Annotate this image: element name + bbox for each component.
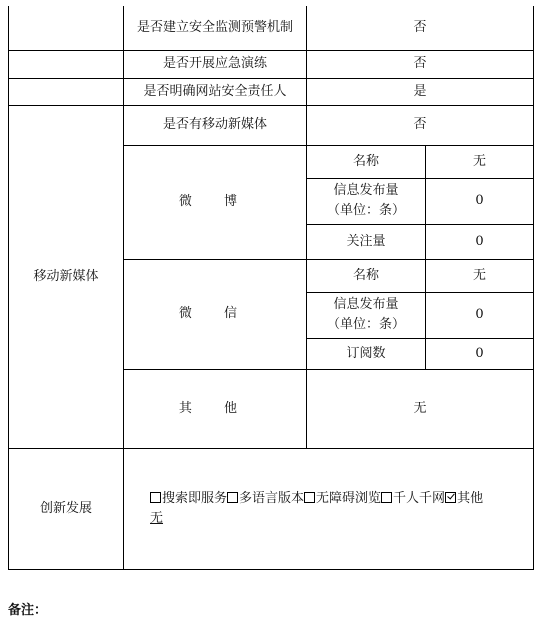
question-cell: 是否明确网站安全责任人 bbox=[124, 78, 307, 105]
field-value: 0 bbox=[426, 338, 534, 369]
table-row bbox=[9, 448, 534, 569]
field-value: 无 bbox=[426, 145, 534, 178]
table-row bbox=[9, 105, 534, 145]
blank-cell bbox=[9, 6, 124, 50]
checkbox-personalized[interactable] bbox=[381, 492, 392, 503]
blank-cell bbox=[9, 50, 124, 78]
question-cell: 是否开展应急演练 bbox=[124, 50, 307, 78]
checkbox-other[interactable] bbox=[445, 492, 456, 503]
publish-label-line1: 信息发布量 bbox=[333, 297, 399, 312]
table-row bbox=[9, 78, 534, 105]
field-label: 名称 bbox=[307, 145, 426, 178]
checkbox-accessibility[interactable] bbox=[304, 492, 315, 503]
innovation-options bbox=[124, 448, 534, 569]
answer-cell: 是 bbox=[307, 78, 534, 105]
field-label: 订阅数 bbox=[307, 338, 426, 369]
option-label: 千人千网 bbox=[393, 490, 446, 506]
other-text: 无 bbox=[150, 510, 164, 526]
checkbox-search-service[interactable] bbox=[150, 492, 161, 503]
remark-label: 备注： bbox=[8, 603, 48, 618]
table-row bbox=[9, 6, 534, 50]
mobile-media-label: 移动新媒体 bbox=[9, 105, 124, 448]
answer-cell: 否 bbox=[307, 50, 534, 78]
field-value: 0 bbox=[426, 224, 534, 259]
option-label: 无障碍浏览 bbox=[316, 490, 382, 506]
publish-label-line2: （单位：条） bbox=[326, 317, 405, 332]
checkbox-group bbox=[150, 489, 529, 509]
weixin-label: 微 信 bbox=[124, 259, 307, 369]
weibo-label: 微 博 bbox=[124, 145, 307, 259]
field-value: 无 bbox=[426, 259, 534, 292]
answer-cell: 否 bbox=[307, 6, 534, 50]
field-value: 0 bbox=[426, 292, 534, 338]
field-label: 关注量 bbox=[307, 224, 426, 259]
publish-label-line2: （单位：条） bbox=[326, 203, 405, 218]
field-label bbox=[307, 178, 426, 224]
field-label bbox=[307, 292, 426, 338]
publish-label-line1: 信息发布量 bbox=[333, 183, 399, 198]
checkbox-multilingual[interactable] bbox=[227, 492, 238, 503]
blank-cell bbox=[9, 78, 124, 105]
other-label: 其 他 bbox=[124, 369, 307, 448]
table-row bbox=[9, 50, 534, 78]
report-table bbox=[8, 6, 534, 570]
option-label: 多语言版本 bbox=[239, 490, 305, 506]
field-label: 名称 bbox=[307, 259, 426, 292]
innovation-label: 创新发展 bbox=[9, 448, 124, 569]
field-value: 0 bbox=[426, 178, 534, 224]
other-value: 无 bbox=[307, 369, 534, 448]
question-cell: 是否有移动新媒体 bbox=[124, 105, 307, 145]
answer-cell: 否 bbox=[307, 105, 534, 145]
option-label: 搜索即服务 bbox=[162, 490, 228, 506]
question-cell: 是否建立安全监测预警机制 bbox=[124, 6, 307, 50]
option-label: 其他 bbox=[457, 490, 484, 506]
